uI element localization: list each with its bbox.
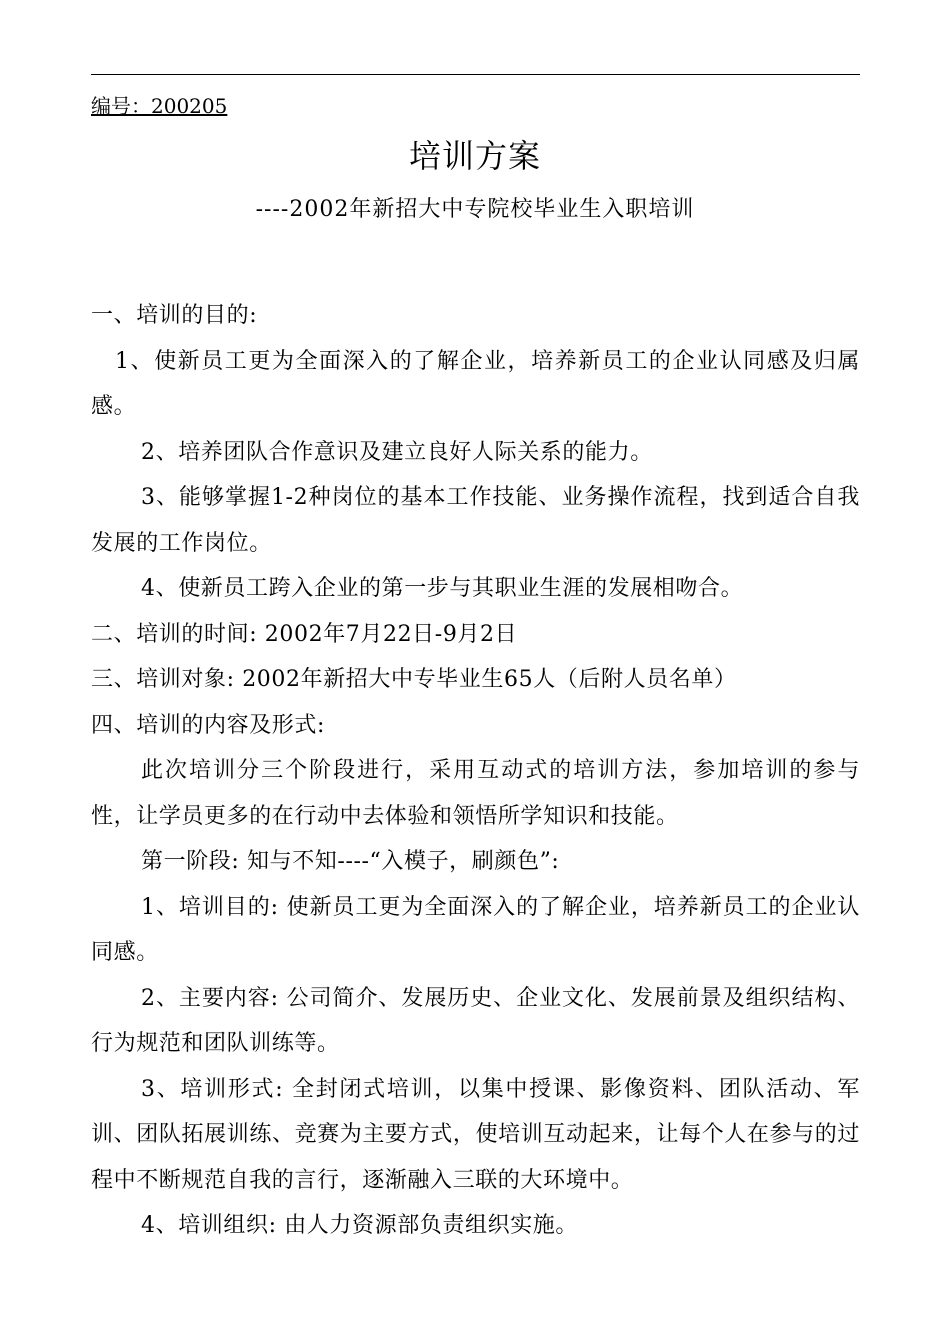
stage1-item-3: 3、培训形式: 全封闭式培训，以集中授课、影像资料、团队活动、军训、团队拓展训练、竞赛为主要方式，使培训互动起来，让每个人在参与的过程中不断规范自我的言行，逐渐融入三联的大环境中。 [91,1076,860,1193]
content-intro: 此次培训分三个阶段进行，采用互动式的培训方法，参加培训的参与性，让学员更多的在行动中去体验和领悟所学知识和技能。 [91,758,860,829]
section-heading-purpose: 一、培训的目的: [91,303,258,328]
stage1-item-4: 4、培训组织: 由人力资源部负责组织实施。 [141,1213,579,1238]
purpose-item-1: 1、使新员工更为全面深入的了解企业，培养新员工的企业认同感及归属感。 [91,348,860,419]
stage1-heading: 第一阶段: 知与不知----“入模子，刷颜色”: [141,849,560,874]
document-subtitle: ----2002年新招大中专院校毕业生入职培训 [255,197,695,222]
purpose-item-2: 2、培养团队合作意识及建立良好人际关系的能力。 [141,439,653,465]
section-heading-time: 二、培训的时间: 2002年7月22日-9月2日 [91,621,518,647]
header-rule [91,74,860,75]
document-number: 编号：200205 [91,94,228,118]
stage1-item-2: 2、主要内容: 公司简介、发展历史、企业文化、发展前景及组织结构、行为规范和团队训练等。 [91,985,860,1056]
purpose-item-4: 4、使新员工跨入企业的第一步与其职业生涯的发展相吻合。 [141,576,744,601]
section-heading-content: 四、培训的内容及形式: [91,712,326,738]
stage1-item-1: 1、培训目的: 使新员工更为全面深入的了解企业，培养新员工的企业认同感。 [91,894,860,965]
purpose-item-3: 3、能够掌握1-2种岗位的基本工作技能、业务操作流程，找到适合自我发展的工作岗位。 [91,485,860,556]
document-title: 培训方案 [408,137,541,175]
section-heading-audience: 三、培训对象: 2002年新招大中专毕业生65人（后附人员名单） [91,667,737,692]
document-body [91,293,860,1249]
